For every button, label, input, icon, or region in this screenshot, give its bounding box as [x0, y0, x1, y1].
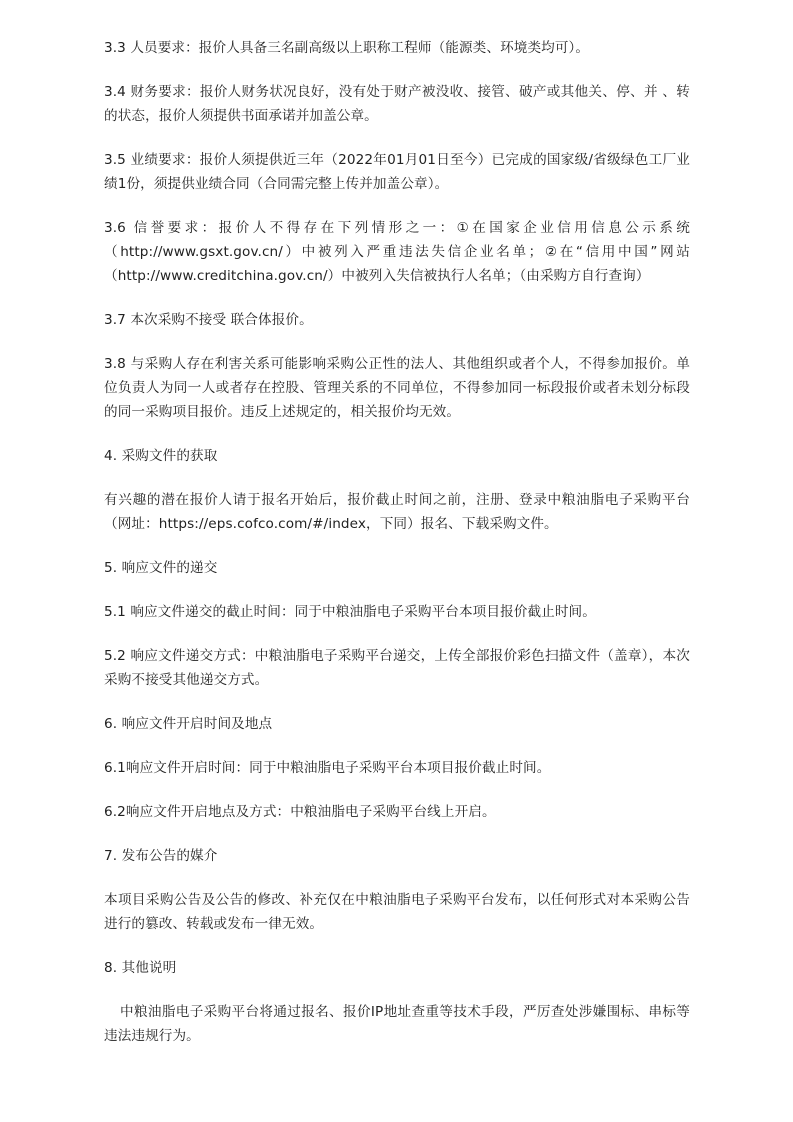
- section-3-6-credit: 3.6 信誉要求：报价人不得存在下列情形之一：①在国家企业信用信息公示系统（http://www.gsxt.gov.cn/）中被列入严重违法失信企业名单；②在“信用中国”网站（http://www.creditchina.gov.cn/）中被列入失信被执行人名单；（由采购方自行查询）: [104, 220, 690, 284]
- section-5-2: 5.2 响应文件递交方式：中粮油脂电子采购平台递交，上传全部报价彩色扫描文件（盖章），本次采购不接受其他递交方式。: [104, 648, 690, 688]
- section-3-8-conflict: 3.8 与采购人存在利害关系可能影响采购公正性的法人、其他组织或者个人，不得参加报价。单位负责人为同一人或者存在控股、管理关系的不同单位，不得参加同一标段报价或者未划分标段的同一采购项目报价。违反上述规定的，相关报价均无效。: [104, 356, 690, 420]
- section-4-body: 有兴趣的潜在报价人请于报名开始后，报价截止时间之前，注册、登录中粮油脂电子采购平台（网址：https://eps.cofco.com/#/index，下同）报名、下载采购文件。: [104, 492, 690, 532]
- section-5-heading: 5. 响应文件的递交: [104, 560, 218, 576]
- document-body: [104, 36, 690, 1068]
- section-3-4-finance: 3.4 财务要求：报价人财务状况良好，没有处于财产被没收、接管、破产或其他关、停、并 、转的状态，报价人须提供书面承诺并加盖公章。: [104, 84, 690, 124]
- section-3-3-personnel: 3.3 人员要求：报价人具备三名副高级以上职称工程师（能源类、环境类均可）。: [104, 40, 590, 56]
- section-8-heading: 8. 其他说明: [104, 960, 177, 976]
- section-3-5-performance: 3.5 业绩要求：报价人须提供近三年（2022年01月01日至今）已完成的国家级/省级绿色工厂业绩1份，须提供业绩合同（合同需完整上传并加盖公章）。: [104, 152, 690, 192]
- section-6-heading: 6. 响应文件开启时间及地点: [104, 716, 273, 732]
- section-5-1: 5.1 响应文件递交的截止时间：同于中粮油脂电子采购平台本项目报价截止时间。: [104, 604, 596, 620]
- section-4-heading: 4. 采购文件的获取: [104, 448, 218, 464]
- section-6-2: 6.2响应文件开启地点及方式：中粮油脂电子采购平台线上开启。: [104, 804, 496, 820]
- section-7-heading: 7. 发布公告的媒介: [104, 848, 218, 864]
- section-8-body: 中粮油脂电子采购平台将通过报名、报价IP地址查重等技术手段，严厉查处涉嫌围标、串标等违法违规行为。: [104, 1004, 690, 1044]
- section-7-body: 本项目采购公告及公告的修改、补充仅在中粮油脂电子采购平台发布，以任何形式对本采购公告进行的篡改、转载或发布一律无效。: [104, 892, 690, 932]
- section-6-1: 6.1响应文件开启时间：同于中粮油脂电子采购平台本项目报价截止时间。: [104, 760, 551, 776]
- section-3-7-consortium: 3.7 本次采购不接受 联合体报价。: [104, 312, 313, 328]
